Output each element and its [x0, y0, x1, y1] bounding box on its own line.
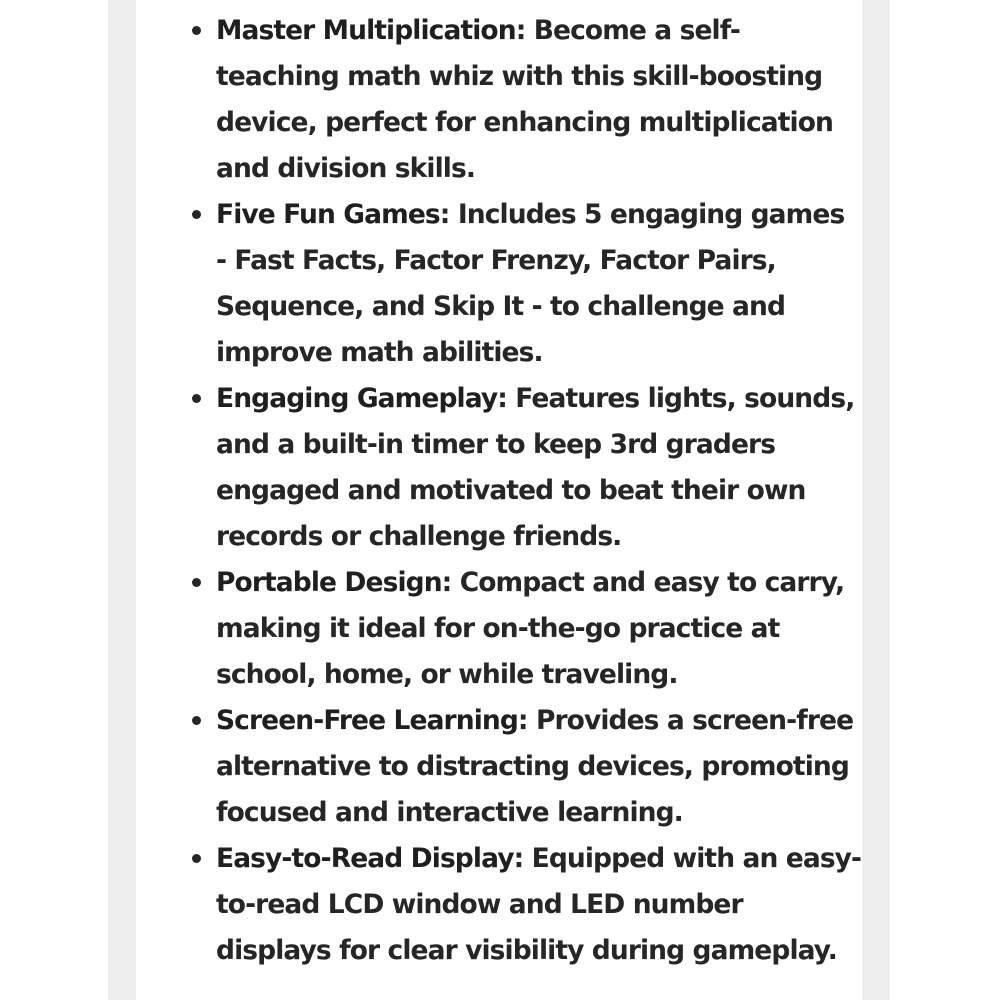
- feature-title: Portable Design: [216, 567, 442, 598]
- bullet-icon: [192, 210, 201, 219]
- bullet-icon: [192, 578, 201, 587]
- feature-title: Screen-Free Learning: [216, 705, 518, 736]
- feature-title: Easy-to-Read Display: [216, 843, 514, 874]
- bullet-icon: [192, 394, 201, 403]
- feature-item-screen-free-learning: [216, 698, 862, 836]
- feature-description: : Equipped with an easy-to-read LCD window and LED number displays for clear visibility during gameplay.: [216, 843, 862, 966]
- left-margin-band: [108, 0, 136, 1000]
- feature-description: : Become a self-teaching math whiz with this skill-boosting device, perfect for enhancing multiplication and division skills.: [216, 15, 833, 184]
- feature-item-easy-to-read-display: [216, 836, 862, 974]
- bullet-icon: [192, 854, 201, 863]
- feature-item-master-multiplication: [216, 8, 862, 192]
- feature-description: : Includes 5 engaging games - Fast Facts, Factor Frenzy, Factor Pairs, Sequence, and Skip It - to challenge and improve math abilities.: [216, 199, 845, 368]
- feature-item-portable-design: [216, 560, 862, 698]
- content-panel[interactable]: [136, 8, 862, 1000]
- feature-item-engaging-gameplay: [216, 376, 862, 560]
- feature-title: Five Fun Games: [216, 199, 440, 230]
- feature-description: : Compact and easy to carry, making it ideal for on-the-go practice at school, home, or while traveling.: [216, 567, 845, 690]
- bullet-icon: [192, 26, 201, 35]
- bullet-icon: [192, 716, 201, 725]
- feature-item-five-fun-games: [216, 192, 862, 376]
- right-margin-band: [862, 0, 890, 1000]
- feature-description: : Features lights, sounds, and a built-in timer to keep 3rd graders engaged and motivated to beat their own records or challenge friends.: [216, 383, 855, 552]
- feature-list: [136, 8, 862, 974]
- feature-title: Master Multiplication: [216, 15, 516, 46]
- feature-description: : Provides a screen-free alternative to distracting devices, promoting focused and interactive learning.: [216, 705, 854, 828]
- feature-title: Engaging Gameplay: [216, 383, 498, 414]
